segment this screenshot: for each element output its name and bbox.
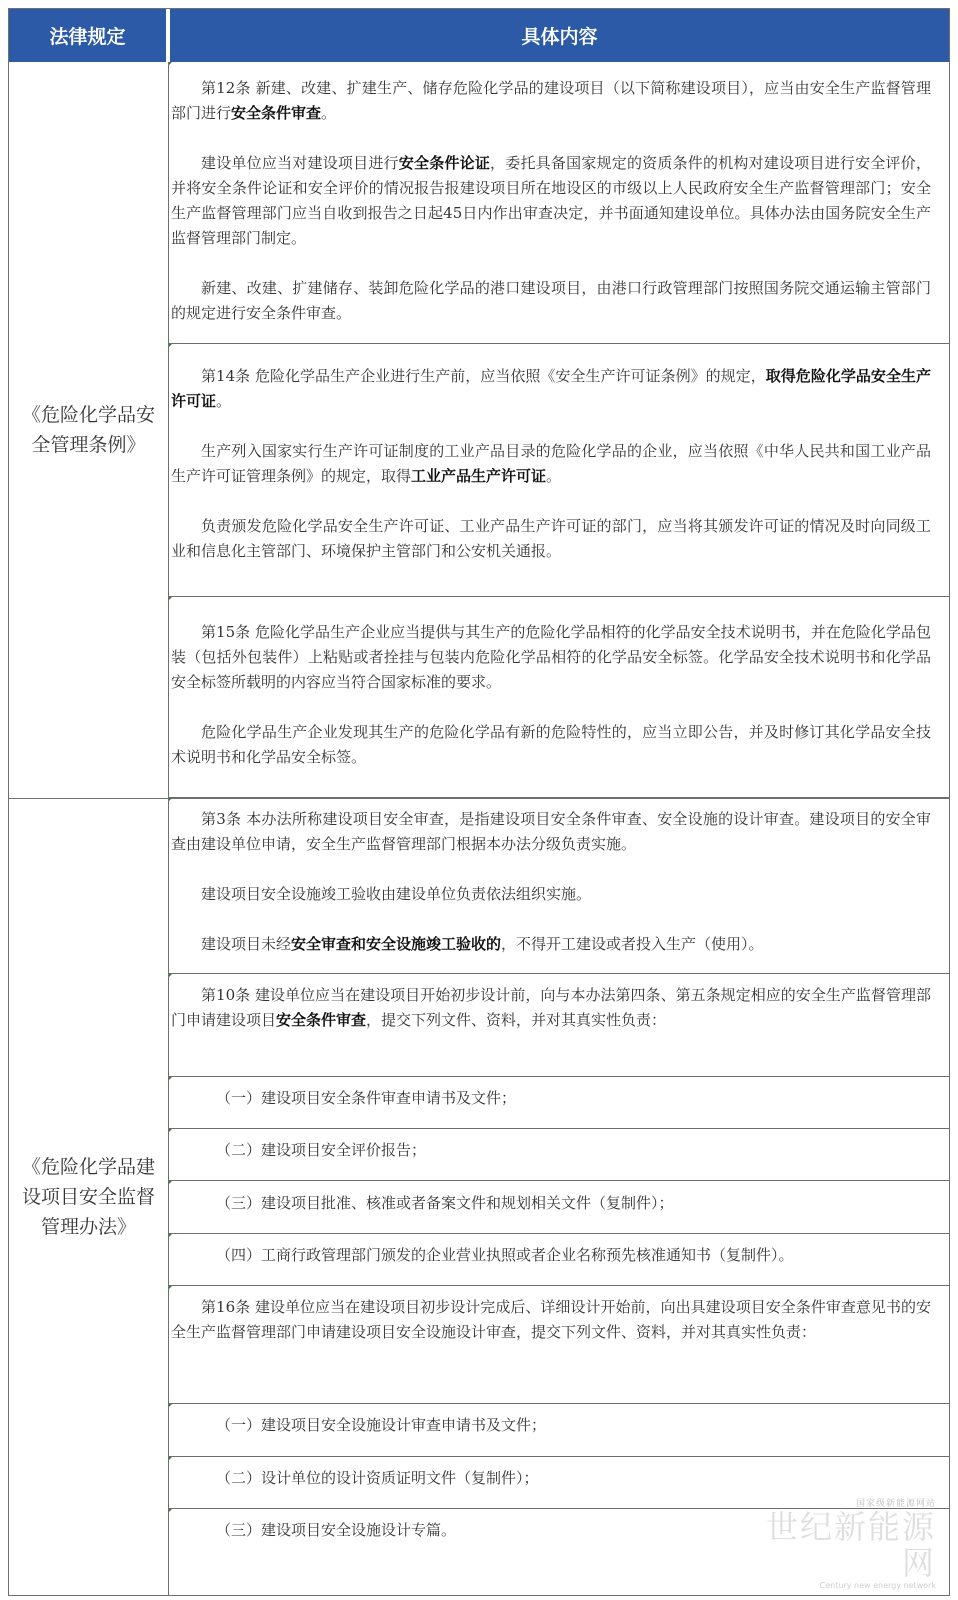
paragraph [171,1191,931,1216]
paragraph [171,882,931,907]
paragraph [171,276,931,326]
paragraph [171,1138,931,1163]
text-run: （三）建设项目批准、核准或者备案文件和规划相关文件（复制件）； [216,1194,674,1212]
paragraph [171,364,931,414]
cell-corner-mark [169,344,172,347]
text-run: 第14条 危险化学品生产企业进行生产前，应当依照《安全生产许可证条例》的规定， [201,367,766,385]
article-cell [171,620,931,770]
text-run: 建设项目未经 [201,935,292,953]
text-run: ，不得开工建设或者投入生产（使用）。 [501,935,764,953]
group-label-hazchem-regulation: 《危险化学品安全管理条例》 [21,404,155,456]
emphasis-text: 工业产品生产许可证 [411,467,547,485]
paragraph [171,932,931,957]
row-divider [169,797,949,798]
text-run: 第10条 建设单位应当在建设项目开始初步设计前，向与本办法第四条、第五条规定相应的安全生产监督管理部门申请建设项目 [171,986,931,1029]
text-run: （四）工商行政管理部门颁发的企业营业执照或者企业名称预先核准通知书（复制件）。 [216,1246,794,1264]
text-run: （三）建设项目安全设施设计专篇。 [216,1521,457,1539]
cell-corner-mark [169,798,172,801]
group-label-construction-measures: 《危险化学品建设项目安全监督管理办法》 [21,1156,155,1238]
text-run: 生产列入国家实行生产许可证制度的工业产品目录的危险化学品的企业，应当依照《中华人民共和国工业产品生产许可证管理条例》的规定，取得 [171,442,931,485]
text-run: （二）设计单位的设计资质证明文件（复制件）； [216,1469,539,1487]
text-run: 第16条 建设单位应当在建设项目初步设计完成后、详细设计开始前，向出具建设项目安全条件审查意见书的安全生产监督管理部门申请建设项目安全设施设计审查，提交下列文件、资料，并对其真实性负责： [171,1298,931,1341]
text-run: （一）建设项目安全条件审查申请书及文件； [216,1089,517,1107]
paragraph [171,1243,931,1268]
cell-corner-mark [169,1457,172,1460]
emphasis-text: 安全条件审查 [231,104,322,122]
list-item-cell [171,1191,931,1216]
article-cell [171,807,931,957]
cell-corner-mark [169,62,172,65]
row-divider [169,1128,949,1129]
article-cell [171,76,931,326]
text-run: （一）建设项目安全设施设计审查申请书及文件； [216,1416,547,1434]
cell-corner-mark [169,1509,172,1512]
watermark-english: Century new energy network [819,1581,936,1590]
text-run: 第3条 本办法所称建设项目安全审查，是指建设项目安全条件审查、安全设施的设计审查。建设项目的安全审查由建设单位申请，安全生产监督管理部门根据本办法分级负责实施。 [171,810,931,853]
text-run: ，委托具备国家规定的资质条件的机构对建设项目进行安全评价，并将安全条件论证和安全评价的情况报告报建设项目所在地设区的市级以上人民政府安全生产监督管理部门；安全生产监督管理部门应当自收到报告之日起45日内作出审查决定，并书面通知建设单位。具体办法由国务院安全生产监督管理部门制定。 [171,154,931,247]
paragraph [171,76,931,126]
paragraph [171,1466,931,1491]
paragraph [171,1295,931,1345]
text-run: 第15条 危险化学品生产企业应当提供与其生产的危险化学品相符的化学品安全技术说明书，并在危险化学品包装（包括外包装件）上粘贴或者拴挂与包装内危险化学品相符的化学品安全标签。化学品安全技术说明书和化学品安全标签所载明的内容应当符合国家标准的要求。 [171,623,931,691]
cell-corner-mark [169,597,172,600]
text-run: 新建、改建、扩建储存、装卸危险化学品的港口建设项目，由港口行政管理部门按照国务院交通运输主管部门的规定进行安全条件审查。 [171,279,931,322]
list-item-cell [171,1413,931,1438]
paragraph [171,514,931,564]
watermark-logo-text: 世纪新能源网 [765,1508,936,1582]
paragraph [171,439,931,489]
regulation-table [8,8,950,1596]
row-divider [169,973,949,974]
row-divider [169,1076,949,1077]
row-divider [169,1403,949,1404]
emphasis-text: 安全审查和安全设施竣工验收的 [291,935,502,953]
header-col-content: 具体内容 [170,9,949,62]
watermark [756,1496,936,1590]
paragraph [171,1086,931,1111]
column-divider [168,62,169,1595]
text-run: 第12条 新建、改建、扩建生产、储存危险化学品的建设项目（以下简称建设项目），应当由安全生产监督管理部门进行 [171,79,931,122]
row-divider [169,343,949,344]
cell-corner-mark [169,1181,172,1184]
cell-corner-mark [169,1234,172,1237]
paragraph [171,151,931,251]
text-run: 建设单位应当对建设项目进行 [201,154,399,172]
text-run: 。 [321,104,337,122]
row-divider [169,1456,949,1457]
text-run: （二）建设项目安全评价报告； [216,1141,427,1159]
cell-corner-mark [169,1129,172,1132]
row-divider [169,1180,949,1181]
list-item-cell [171,1243,931,1268]
cell-corner-mark [169,1286,172,1289]
paragraph [171,720,931,770]
article-cell [171,364,931,564]
paragraph [171,807,931,857]
emphasis-text: 取得危险化学品安全生产许可证 [171,367,931,410]
cell-corner-mark [169,974,172,977]
list-item-cell [171,1138,931,1163]
paragraph [171,983,931,1033]
paragraph [171,620,931,695]
article-cell [171,1295,931,1345]
text-run: 危险化学品生产企业发现其生产的危险化学品有新的危险特性的，应当立即公告，并及时修订其化学品安全技术说明书和化学品安全标签。 [171,723,931,766]
paragraph [171,1413,931,1438]
text-run: 建设项目安全设施竣工验收由建设单位负责依法组织实施。 [201,885,592,903]
emphasis-text: 安全条件审查 [276,1011,367,1029]
watermark-tagline: 国家级新能源网站 [855,1499,936,1509]
text-run: 负责颁发危险化学品安全生产许可证、工业产品生产许可证的部门，应当将其颁发许可证的情况及时向同级工业和信息化主管部门、环境保护主管部门和公安机关通报。 [171,517,931,560]
text-run: 。 [546,467,562,485]
row-divider [169,596,949,597]
article-cell [171,983,931,1033]
text-run: 。 [216,392,232,410]
cell-corner-mark [169,1077,172,1080]
emphasis-text: 安全条件论证 [398,154,491,172]
list-item-cell [171,1086,931,1111]
list-item-cell [171,1466,931,1491]
row-divider [169,1285,949,1286]
cell-corner-mark [169,1404,172,1407]
header-col-law: 法律规定 [9,9,168,62]
text-run: ，提交下列文件、资料，并对其真实性负责： [366,1011,667,1029]
row-divider [169,1233,949,1234]
